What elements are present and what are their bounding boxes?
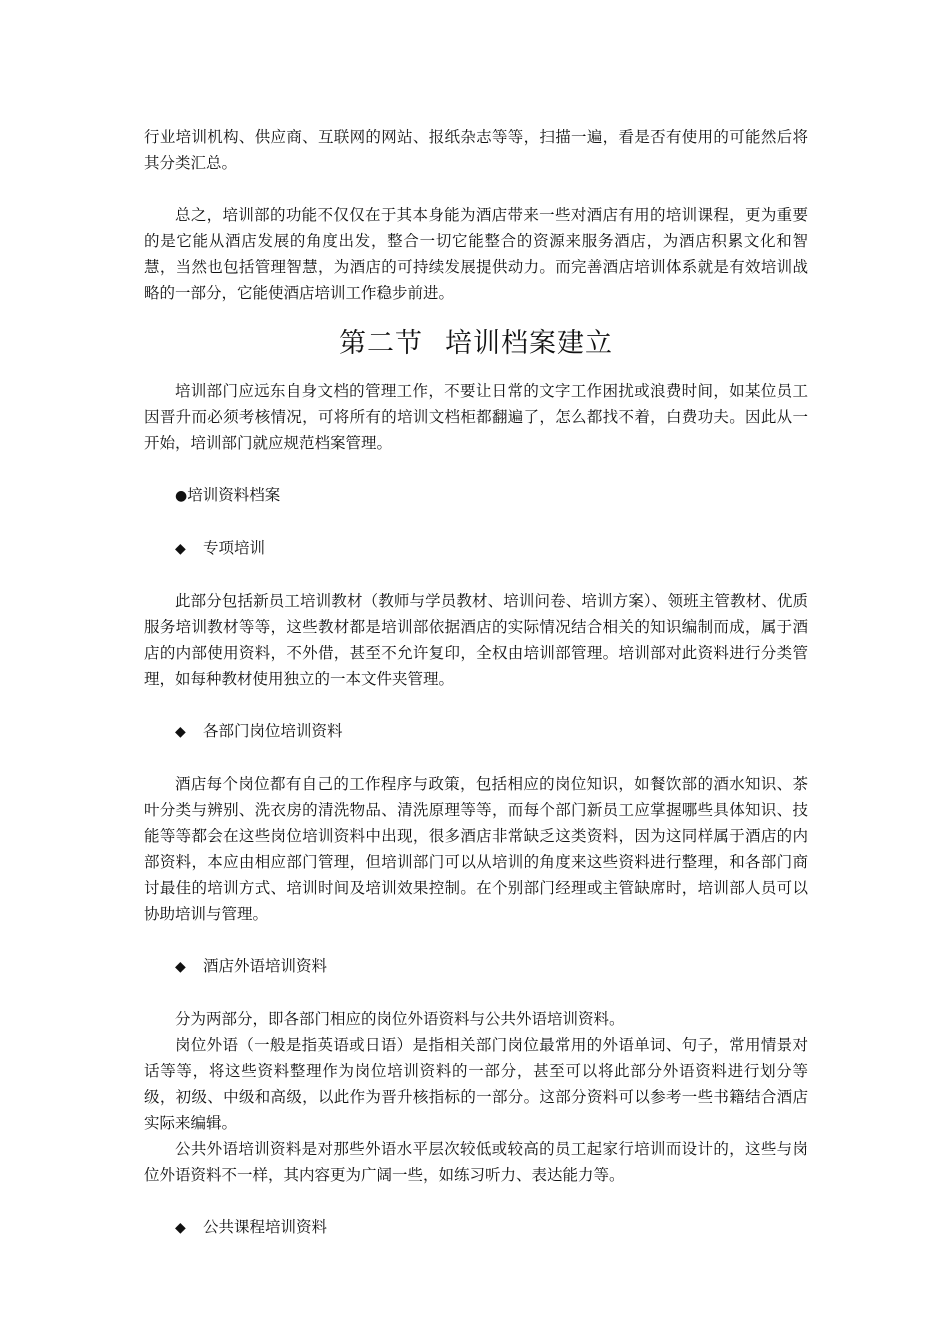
item-heading-label: 酒店外语培训资料 bbox=[203, 957, 328, 975]
section-heading bbox=[144, 326, 808, 362]
summary-paragraph: 总之，培训部的功能不仅仅在于其本身能为酒店带来一些对酒店有用的培训课程，更为重要的是它能从酒店发展的角度出发，整合一切它能整合的资源来服务酒店，为酒店积累文化和智慧，当然也包括管理智慧，为酒店的可持续发展提供动力。而完善酒店培训体系就是有效培训战略的一部分，它能使酒店培训工作稳步前进。 bbox=[144, 206, 808, 302]
item-heading-special-training bbox=[144, 535, 808, 562]
item-heading-department-training bbox=[144, 718, 808, 745]
item-heading-label: 公共课程培训资料 bbox=[203, 1218, 328, 1236]
foreign-language-paragraph-1: 分为两部分，即各部门相应的岗位外语资料与公共外语培训资料。 bbox=[175, 1010, 625, 1028]
archive-heading-label: 培训资料档案 bbox=[187, 486, 281, 504]
item-heading-foreign-language bbox=[144, 953, 808, 980]
foreign-language-paragraph-3: 公共外语培训资料是对那些外语水平层次较低或较高的员工起家行培训而设计的，这些与岗位外语资料不一样，其内容更为广阔一些，如练习听力、表达能力等。 bbox=[144, 1140, 808, 1184]
special-training-paragraph: 此部分包括新员工培训教材（教师与学员教材、培训问卷、培训方案）、领班主管教材、优质服务培训教材等等，这些教材都是培训部依据酒店的实际情况结合相关的知识编制而成，属于酒店的内部使用资料，不外借，甚至不允许复印，全权由培训部管理。培训部对此资料进行分类管理，如每种教材使用独立的一本文件夹管理。 bbox=[144, 592, 808, 688]
section-intro-paragraph: 培训部门应远东自身文档的管理工作，不要让日常的文字工作困扰或浪费时间，如某位员工因晋升而必须考核情况，可将所有的培训文档柜都翻遍了，怎么都找不着，白费功夫。因此从一开始，培训部门就应规范档案管理。 bbox=[144, 382, 808, 452]
archive-heading bbox=[144, 482, 808, 509]
item-heading-label: 各部门岗位培训资料 bbox=[203, 722, 343, 740]
intro-tail-paragraph: 行业培训机构、供应商、互联网的网站、报纸杂志等等，扫描一遍，看是否有使用的可能然后将其分类汇总。 bbox=[144, 128, 808, 172]
section-number: 第二节 bbox=[339, 328, 423, 359]
section-title: 培训档案建立 bbox=[445, 328, 613, 359]
diamond-bullet-icon: ◆ bbox=[175, 724, 186, 740]
foreign-language-paragraph-2: 岗位外语（一般是指英语或日语）是指相关部门岗位最常用的外语单词、句子，常用情景对话等等，将这些资料整理作为岗位培训资料的一部分，甚至可以将此部分外语资料进行划分等级，初级、中级和高级，以此作为晋升核指标的一部分。这部分资料可以参考一些书籍结合酒店实际来编辑。 bbox=[144, 1036, 808, 1132]
document-page bbox=[144, 124, 808, 1241]
diamond-bullet-icon: ◆ bbox=[175, 1220, 186, 1236]
diamond-bullet-icon: ◆ bbox=[175, 959, 186, 975]
item-heading-label: 专项培训 bbox=[203, 539, 266, 557]
item-heading-public-course bbox=[144, 1214, 808, 1241]
diamond-bullet-icon: ◆ bbox=[175, 541, 186, 557]
bullet-dot-icon: ● bbox=[175, 488, 188, 504]
department-training-paragraph: 酒店每个岗位都有自己的工作程序与政策，包括相应的岗位知识，如餐饮部的酒水知识、茶叶分类与辨别、洗衣房的清洗物品、清洗原理等等，而每个部门新员工应掌握哪些具体知识、技能等等都会在这些岗位培训资料中出现，很多酒店非常缺乏这类资料，因为这同样属于酒店的内部资料，本应由相应部门管理，但培训部门可以从培训的角度来这些资料进行整理，和各部门商讨最佳的培训方式、培训时间及培训效果控制。在个别部门经理或主管缺席时，培训部人员可以协助培训与管理。 bbox=[144, 775, 808, 923]
